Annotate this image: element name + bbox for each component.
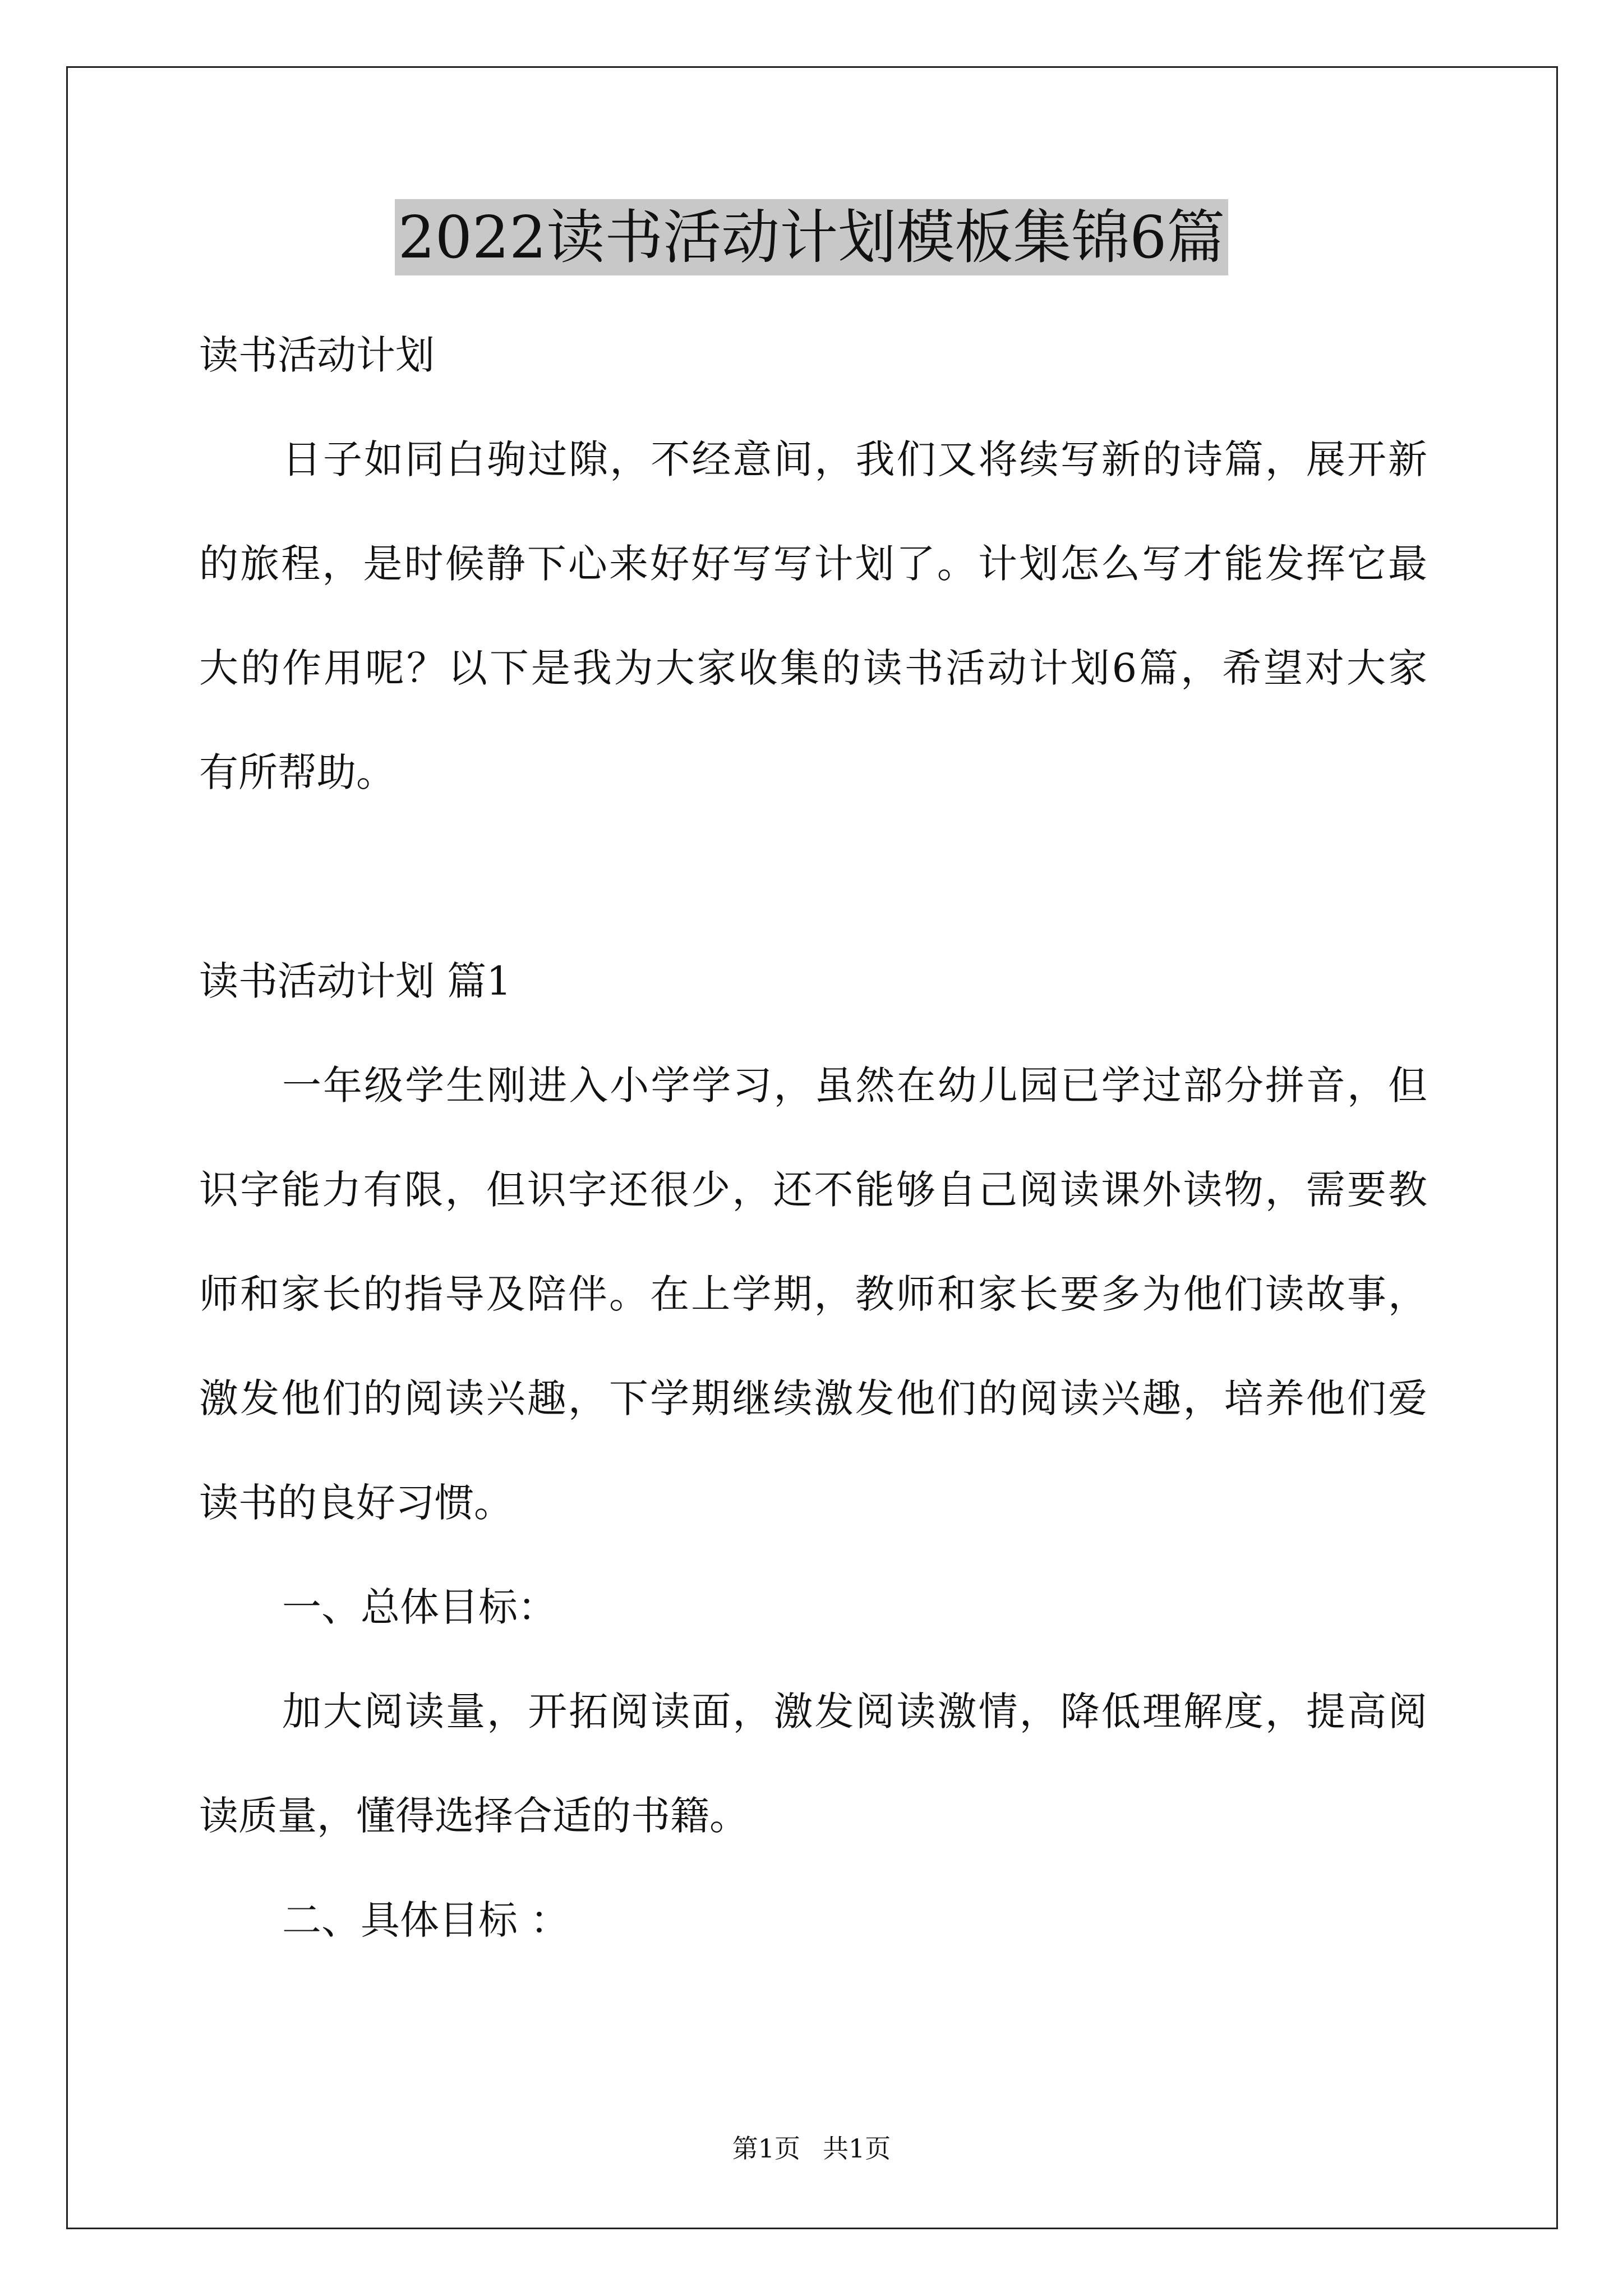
text-line: 读书的良好习惯。 [199, 1480, 513, 1526]
page-number-current: 第1页 [732, 2133, 800, 2164]
document-body [199, 303, 1427, 1972]
text-line: 日子如同白驹过隙，不经意间，我们又将续写新的诗篇，展开新 [282, 436, 1427, 482]
page-footer [0, 2132, 1623, 2165]
text-line: 有所帮助。 [199, 749, 395, 795]
title-wrap [0, 199, 1623, 275]
text-line: 加大阅读量，开拓阅读面，激发阅读激情，降低理解度，提高阅 [282, 1688, 1427, 1734]
document-title: 2022读书活动计划模板集锦6篇 [395, 199, 1229, 275]
text-line: 一年级学生刚进入小学学习，虽然在幼儿园已学过部分拼音，但 [282, 1062, 1427, 1108]
text-line: 识字能力有限，但识字还很少，还不能够自己阅读课外读物，需要教 [199, 1167, 1427, 1213]
subheading: 二、具体目标 ： [282, 1897, 570, 1943]
text-line: 的旅程，是时候静下心来好好写写计划了。计划怎么写才能发挥它最 [199, 541, 1427, 587]
text-line: 读书活动计划 [199, 332, 435, 378]
blank-line [199, 825, 1427, 929]
page-number-total: 共1页 [823, 2133, 891, 2164]
section-heading: 读书活动计划 篇1 [199, 958, 511, 1004]
text-line: 师和家长的指导及陪伴。在上学期，教师和家长要多为他们读故事， [199, 1271, 1427, 1317]
text-line: 读质量，懂得选择合适的书籍。 [199, 1793, 749, 1839]
subheading: 一、总体目标： [282, 1584, 557, 1630]
text-line: 激发他们的阅读兴趣，下学期继续激发他们的阅读兴趣，培养他们爱 [199, 1375, 1427, 1421]
text-line: 大的作用呢？以下是我为大家收集的读书活动计划6篇，希望对大家 [199, 645, 1427, 691]
